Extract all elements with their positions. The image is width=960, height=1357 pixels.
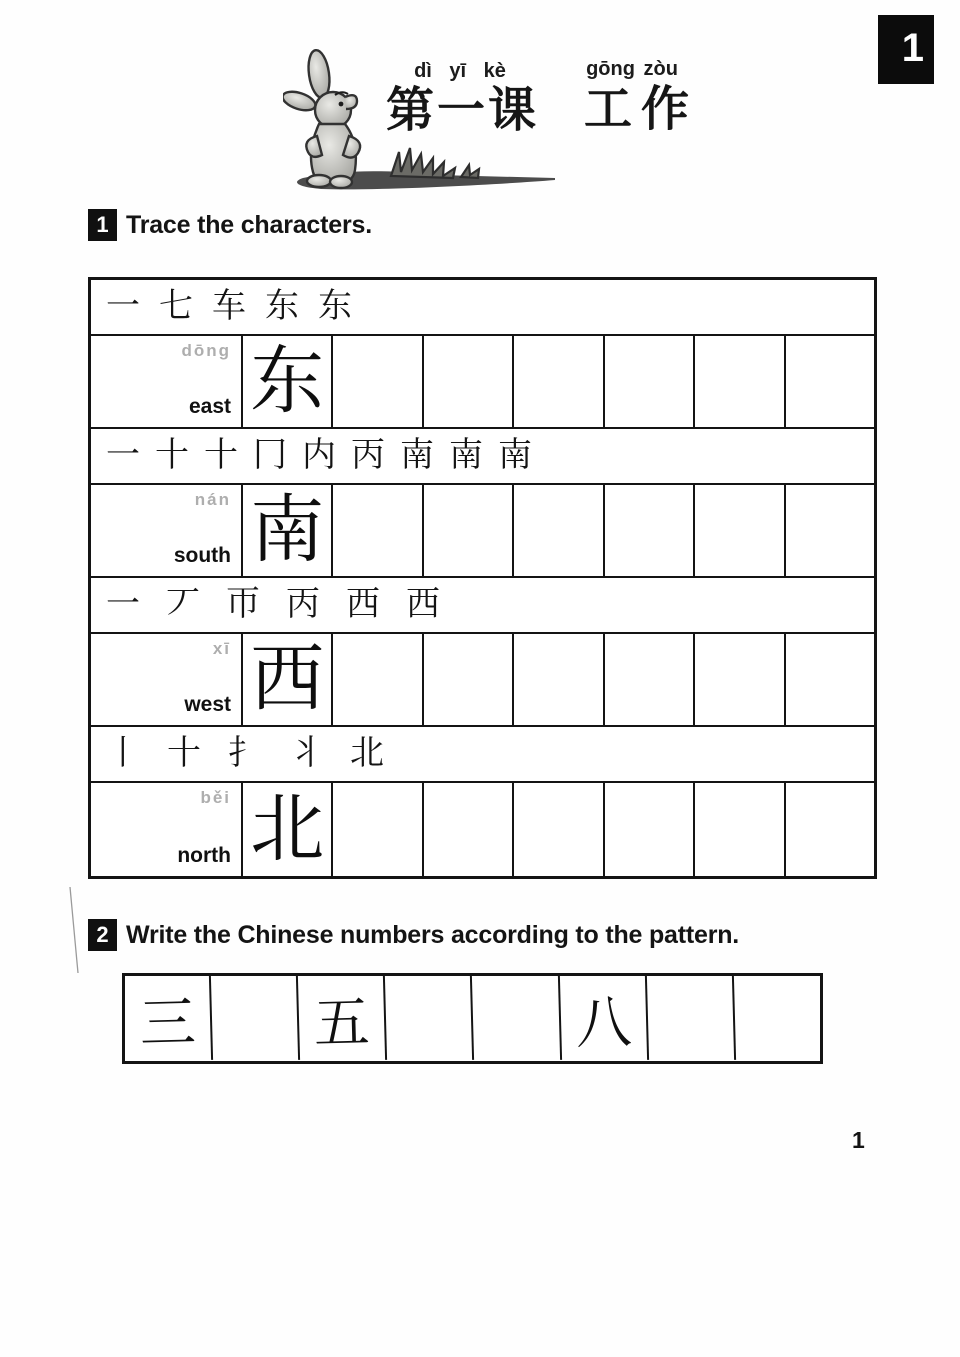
character-row-north	[91, 783, 874, 876]
number-cell-empty	[211, 975, 300, 1062]
practice-box-model	[243, 485, 333, 576]
number-cell-empty	[734, 975, 821, 1062]
stroke-step: 一	[106, 288, 140, 325]
model-character: 南	[250, 489, 325, 572]
pinyin-label: xī	[212, 639, 231, 658]
stroke-step: 十	[155, 437, 189, 474]
stroke-order-row-east	[91, 280, 874, 336]
stroke-step: 十	[204, 437, 238, 474]
label-cell-west	[91, 634, 243, 725]
stroke-step: 丬	[289, 735, 323, 772]
section-2-heading-text: Write the Chinese numbers according to the pattern.	[126, 920, 740, 949]
practice-box-empty	[786, 634, 874, 725]
practice-box-empty	[514, 485, 604, 576]
section-1-heading-text: Trace the characters.	[126, 210, 372, 239]
number-cell-filled: 三	[124, 975, 213, 1062]
stroke-step: 丙	[351, 437, 385, 474]
practice-box-model	[243, 634, 333, 725]
stroke-order-row-north	[91, 727, 874, 783]
practice-box-empty	[333, 485, 423, 576]
stroke-step: 东	[265, 288, 299, 325]
stroke-order-row-south	[91, 429, 874, 485]
label-cell-north	[91, 783, 243, 876]
stroke-step: 十	[167, 735, 201, 772]
numbers-pattern-row	[122, 973, 823, 1064]
practice-box-empty	[514, 634, 604, 725]
practice-box-empty	[424, 485, 514, 576]
scan-artifact-mark	[68, 885, 80, 975]
trace-table	[88, 277, 877, 879]
practice-box-empty	[605, 634, 695, 725]
model-character: 西	[250, 638, 325, 721]
stroke-step: 西	[406, 586, 440, 623]
english-label: west	[184, 693, 231, 716]
topic-title: 工作	[584, 83, 699, 136]
number-cell-empty	[647, 975, 736, 1062]
stroke-step: 扌	[228, 735, 262, 772]
practice-box-empty	[333, 336, 423, 427]
number-cell-filled: 八	[560, 975, 649, 1062]
english-label: east	[188, 395, 231, 418]
character-row-south	[91, 485, 874, 578]
stroke-step: 一	[106, 586, 140, 623]
practice-box-model	[243, 336, 333, 427]
topic-pinyin: gōng zòu	[586, 58, 678, 80]
number-cell-empty	[385, 975, 474, 1062]
stroke-step: 内	[302, 437, 336, 474]
rabbit-body	[283, 49, 360, 188]
model-character: 北	[250, 788, 325, 871]
pinyin-label: dōng	[181, 341, 231, 360]
practice-box-empty	[695, 485, 785, 576]
practice-box-empty	[695, 634, 785, 725]
stroke-step: 帀	[226, 586, 260, 623]
practice-box-empty	[695, 783, 785, 876]
stroke-step: 七	[159, 288, 193, 325]
section-1-heading	[88, 209, 372, 241]
practice-box-empty	[514, 336, 604, 427]
section-1-number-badge: 1	[88, 209, 117, 241]
unit-number-tab: 1	[878, 15, 934, 84]
character-row-east	[91, 336, 874, 429]
practice-box-model	[243, 783, 333, 876]
number-cell-filled: 五	[298, 975, 387, 1062]
practice-box-empty	[333, 634, 423, 725]
section-2-heading	[88, 919, 739, 951]
label-cell-east	[91, 336, 243, 427]
stroke-order-row-west	[91, 578, 874, 634]
practice-box-empty	[424, 634, 514, 725]
practice-box-empty	[786, 485, 874, 576]
pinyin-label: nán	[194, 490, 231, 509]
practice-box-empty	[786, 783, 874, 876]
page-number: 1	[852, 1127, 865, 1153]
stroke-step: 南	[449, 437, 483, 474]
practice-box-empty	[605, 485, 695, 576]
practice-box-empty	[424, 783, 514, 876]
pinyin-label: běi	[200, 788, 231, 807]
practice-box-empty	[786, 336, 874, 427]
practice-box-empty	[605, 336, 695, 427]
english-label: south	[173, 544, 231, 567]
practice-box-empty	[695, 336, 785, 427]
character-row-west	[91, 634, 874, 727]
practice-box-empty	[605, 783, 695, 876]
english-label: north	[177, 844, 231, 867]
stroke-step: 南	[498, 437, 532, 474]
practice-box-empty	[333, 783, 423, 876]
stroke-step: 东	[318, 288, 352, 325]
stroke-step: 冂	[253, 437, 287, 474]
stroke-step: 丆	[166, 586, 200, 623]
stroke-step: 北	[350, 735, 384, 772]
stroke-step: 一	[106, 437, 140, 474]
section-2-number-badge: 2	[88, 919, 117, 951]
lesson-title: 第一课	[386, 84, 540, 137]
practice-box-empty	[424, 336, 514, 427]
model-character: 东	[250, 340, 325, 423]
stroke-step: 西	[346, 586, 380, 623]
stroke-step: 丨	[106, 735, 140, 772]
practice-box-empty	[514, 783, 604, 876]
lesson-pinyin: dì yī kè	[414, 60, 506, 82]
number-cell-empty	[472, 975, 561, 1062]
label-cell-south	[91, 485, 243, 576]
stroke-step: 丙	[286, 586, 320, 623]
grass-tuft	[391, 148, 479, 178]
stroke-step: 南	[400, 437, 434, 474]
stroke-step: 车	[212, 288, 246, 325]
